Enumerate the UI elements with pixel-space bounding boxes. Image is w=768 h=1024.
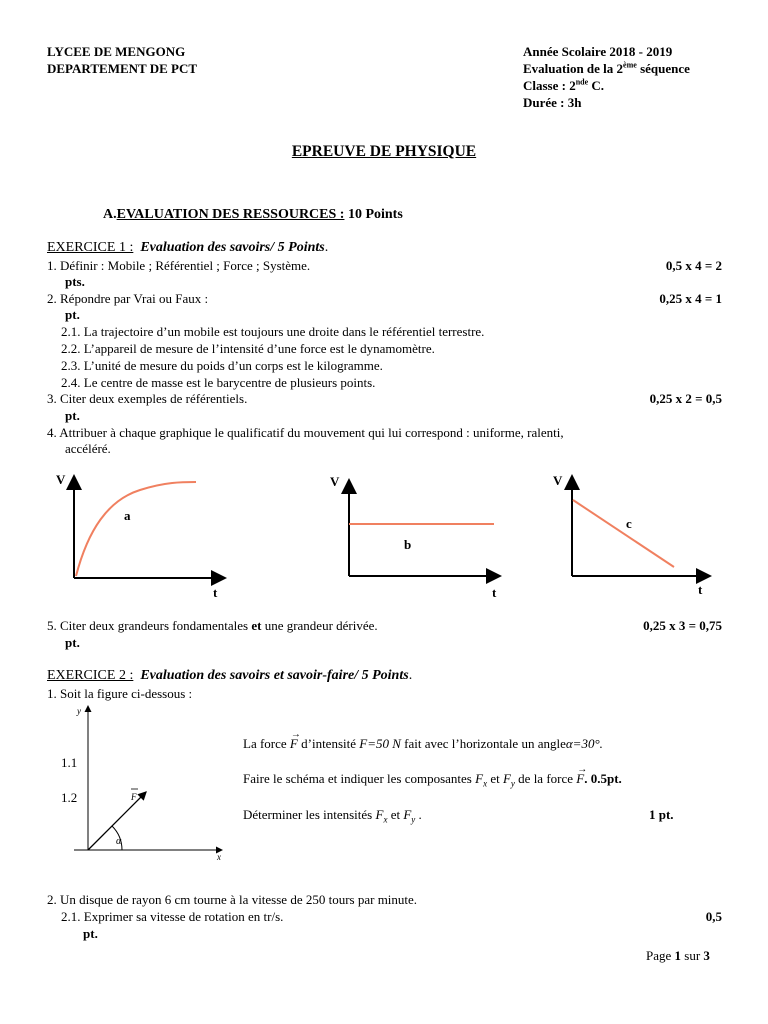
ex1-q2-item: 2.1. La trajectoire d’un mobile est toujours une droite dans le référentiel terrestre. [61,324,485,339]
ex1-question-4: 4. Attribuer à chaque graphique le qualificatif du mouvement qui lui correspond : uniforme, ralenti, [47,425,564,440]
ex2-q12-points: 1 pt. [649,807,674,822]
page-title: EPREUVE DE PHYSIQUE [291,143,477,160]
ex1-question-3: 3. Citer deux exemples de référentiels. 0,25 x 2 = 0,5 [47,391,722,406]
graph-a-label: a [124,508,131,523]
ex1-question-1: 1. Définir : Mobile ; Référentiel ; Force ; Système. 0,5 x 4 = 2 [47,258,722,273]
ex1-question-4-cont: accéléré. [65,441,111,456]
class-label: Classe : 2nde C. [523,77,605,93]
ex2-question-1: 1. Soit la figure ci-dessous : [47,686,193,701]
graph-c-curve [573,500,674,567]
graph-b-v-label: V [330,474,340,489]
graph-b-t-label: t [492,585,497,600]
ex1-question-2: 2. Répondre par Vrai ou Faux : 0,25 x 4 = 1 [47,291,722,306]
ex2-q11: Faire le schéma et indiquer les composantes $F_x$ et $F_y$ de la force → F. 0.5pt. [243,764,622,789]
page-number: Page 1 sur 3 [646,948,710,963]
ex1-q5-unit: pt. [65,635,80,650]
graph-b [330,474,500,600]
ex2-force-statement: La force → F d’intensité F=50 N fait avec l’horizontale un angleα=30°. [243,729,603,751]
ex2-q12: Déterminer les intensités $F_x$ et $F_y$ . [243,807,422,825]
school-name: LYCEE DE MENGONG [47,44,186,59]
graph-c-t-label: t [698,582,703,597]
graph-c-label: c [626,516,632,531]
graph-a-t-label: t [213,585,218,600]
figure-x-label: x [217,852,221,862]
ex1-q1-unit: pts. [65,274,85,289]
graph-a [56,472,225,600]
figure-f-label: F [131,792,137,802]
graph-a-curve [76,482,196,576]
force-figure [60,700,240,865]
ex2-question-2-1: 2.1. Exprimer sa vitesse de rotation en tr/s. 0,5 [61,909,722,924]
exercise-2-heading: EXERCICE 2 : Evaluation des savoirs et savoir-faire/ 5 Points. [47,668,413,683]
section-a-heading: A.EVALUATION DES RESSOURCES : 10 Points [103,207,403,222]
velocity-graphs [0,460,768,605]
ex2-q21-unit: pt. [83,926,98,941]
department-name: DEPARTEMENT DE PCT [47,61,198,76]
ex1-q2-item: 2.3. L’unité de mesure du poids d’un corps est le kilogramme. [61,358,383,373]
ex1-q2-item: 2.2. L’appareil de mesure de l’intensité d’une force est le dynamomètre. [61,341,435,356]
ex2-question-2: 2. Un disque de rayon 6 cm tourne à la vitesse de 250 tours par minute. [47,892,418,907]
ex1-q2-item: 2.4. Le centre de masse est le barycentre de plusieurs points. [61,375,376,390]
graph-a-v-label: V [56,472,66,487]
duration-label: Durée : 3h [523,95,582,110]
evaluation-label: Evaluation de la 2ème séquence [523,60,690,76]
ex2-q11-number: 1.1 [61,755,78,770]
ex1-q3-unit: pt. [65,408,80,423]
ex1-question-5: 5. Citer deux grandeurs fondamentales et une grandeur dérivée. 0,25 x 3 = 0,75 [47,618,722,633]
ex1-q2-unit: pt. [65,307,80,322]
graph-b-label: b [404,537,412,552]
figure-alpha-label: α [116,836,122,847]
graph-c-v-label: V [553,473,563,488]
exercise-1-heading: EXERCICE 1 : Evaluation des savoirs/ 5 Points. [47,240,329,255]
school-year: Année Scolaire 2018 - 2019 [523,44,673,59]
graph-c [553,473,710,597]
ex2-q12-number: 1.2 [61,790,78,805]
figure-y-label: y [77,706,81,716]
